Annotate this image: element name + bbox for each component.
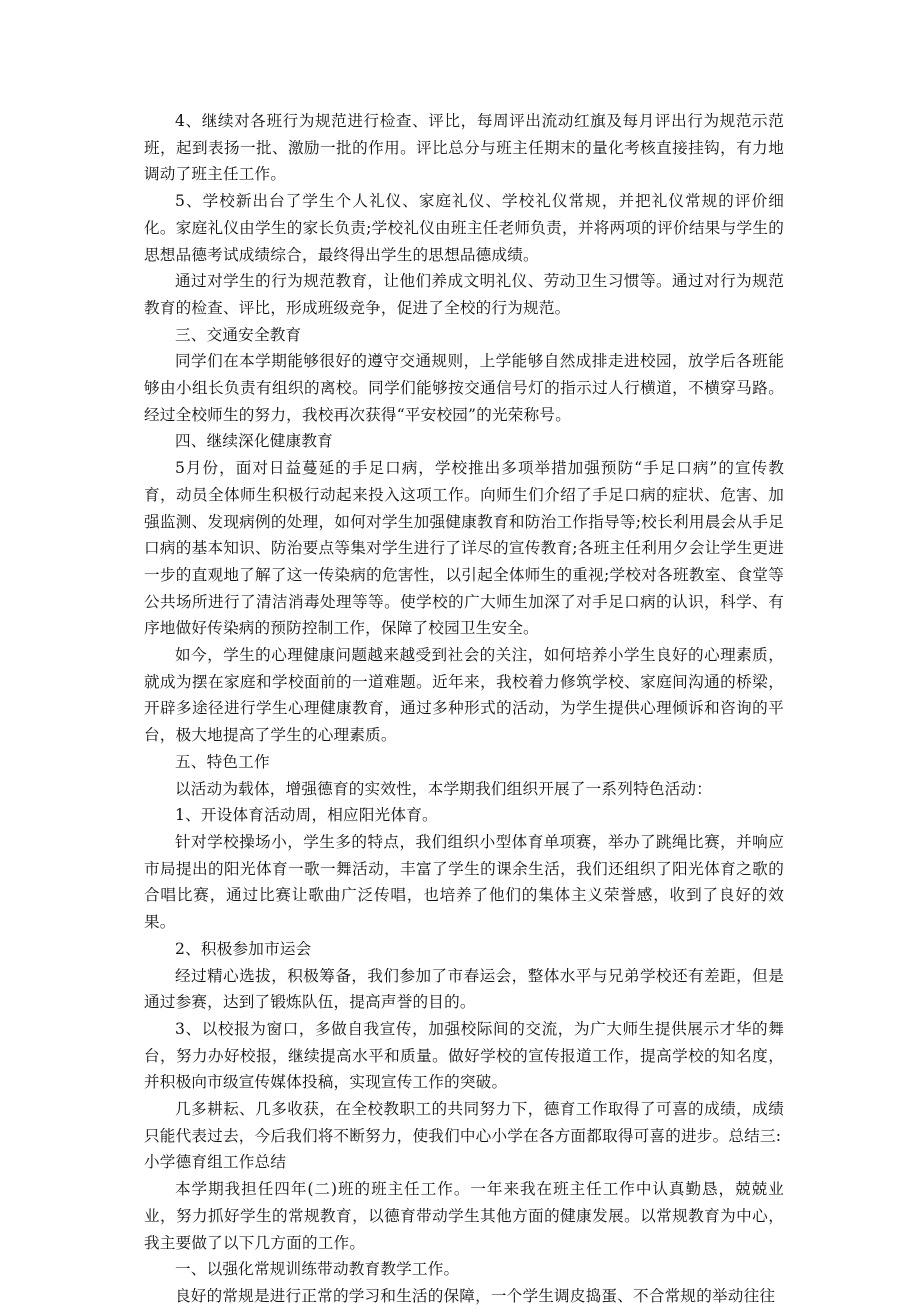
section-heading-traffic-safety: 三、交通安全教育 (175, 325, 302, 344)
document-subtitle: 小学德育组工作总结 (144, 1153, 287, 1172)
paragraph-traffic-safety: 同学们在本学期能够很好的遵守交通规则，上学能够自然成排走进校园，放学后各班能够由小组长负责有组织的离校。同学们能够按交通信号灯的指示过人行横道，不横穿马路。经过全校师生的努力，我校再次获得“平安校园”的光荣称号。 (144, 352, 784, 424)
paragraph-city-games: 经过精心选拔，积极筹备，我们参加了市春运会，整体水平与兄弟学校还有差距，但是通过参赛，达到了锻炼队伍，提高声誉的目的。 (144, 966, 784, 1012)
paragraph-routine-training: 良好的常规是进行正常的学习和生活的保障，一个学生调皮捣蛋、不合常规的举动往往 (175, 1286, 776, 1305)
paragraph-school-newspaper: 3、以校报为窗口，多做自我宣传，加强校际间的交流，为广大师生提供展示才华的舞台，努力办好校报，继续提高水平和质量。做好学校的宣传报道工作，提高学校的知名度，并积极向市级宣传媒体投稿，实现宣传工作的突破。 (144, 1019, 784, 1092)
paragraph-rule-5: 5、学校新出台了学生个人礼仪、家庭礼仪、学校礼仪常规，并把礼仪常规的评价细化。家庭礼仪由学生的家长负责;学校礼仪由班主任老师负责，并将两项的评价结果与学生的思想品德考试成绩综合，最终得出学生的思想品德成绩。 (144, 192, 784, 264)
paragraph-conclusion: 几多耕耘、几多收获，在全校教职工的共同努力下，德育工作取得了可喜的成绩，成绩只能代表过去，今后我们将不断努力，使我们中心小学在各方面都取得可喜的进步。总结三: (144, 1100, 784, 1145)
section-heading-special-work: 五、特色工作 (175, 752, 270, 771)
paragraph-behavior-summary: 通过对学生的行为规范教育，让他们养成文明礼仪、劳动卫生习惯等。通过对行为规范教育的检查、评比，形成班级竞争，促进了全校的行为规范。 (144, 272, 784, 317)
paragraph-class-teacher-intro: 本学期我担任四年(二)班的班主任工作。一年来我在班主任工作中认真勤恳，兢兢业业，努力抓好学生的常规教育，以德育带动学生其他方面的健康发展。以常规教育为中心，我主要做了以下几方面的工作。 (144, 1180, 784, 1252)
paragraph-mental-health: 如今，学生的心理健康问题越来越受到社会的关注，如何培养小学生良好的心理素质，就成为摆在家庭和学校面前的一道难题。近年来，我校着力修筑学校、家庭间沟通的桥梁，开辟多途径进行学生心理健康教育，通过多种形式的活动，为学生提供心理倾诉和咨询的平台，极大地提高了学生的心理素质。 (144, 646, 784, 745)
paragraph-sports-week: 针对学校操场小，学生多的特点，我们组织小型体育单项赛，举办了跳绳比赛，并响应市局提出的阳光体育一歌一舞活动，丰富了学生的课余生活，我们还组织了阳光体育之歌的合唱比赛，通过比赛让歌曲广泛传唱，也培养了他们的集体主义荣誉感，收到了良好的效果。 (144, 832, 784, 932)
paragraph-rule-4: 4、继续对各班行为规范进行检查、评比，每周评出流动红旗及每月评出行为规范示范班，起到表扬一批、激励一批的作用。评比总分与班主任期末的量化考核直接挂钩，有力地调动了班主任工作。 (144, 112, 784, 184)
paragraph-hand-foot-mouth: 5月份，面对日益蔓延的手足口病，学校推出多项举措加强预防“手足口病”的宣传教育，动员全体师生积极行动起来投入这项工作。向师生们介绍了手足口病的症状、危害、加强监测、发现病例的处理，如何对学生加强健康教育和防治工作指导等;校长利用晨会从手足口病的基本知识、防治要点等集对学生进行了详尽的宣传教育;各班主任利用夕会让学生更进一步的直观地了解了这一传染病的危害性，以引起全体师生的重视;学校对各班教室、食堂等公共场所进行了清洁消毒处理等等。使学校的广大师生加深了对手足口病的认识，科学、有序地做好传染病的预防控制工作，保障了校园卫生安全。 (144, 459, 784, 638)
document-page (144, 108, 784, 1310)
item-heading-sports-week: 1、开设体育活动周，相应阳光体育。 (175, 806, 438, 825)
item-heading-city-games: 2、积极参加市运会 (175, 939, 312, 958)
section-heading-health-education: 四、继续深化健康教育 (175, 432, 333, 451)
section-heading-routine-training: 一、以强化常规训练带动教育教学工作。 (175, 1260, 460, 1279)
paragraph-activities-intro: 以活动为载体，增强德育的实效性，本学期我们组织开展了一系列特色活动： (175, 779, 712, 798)
